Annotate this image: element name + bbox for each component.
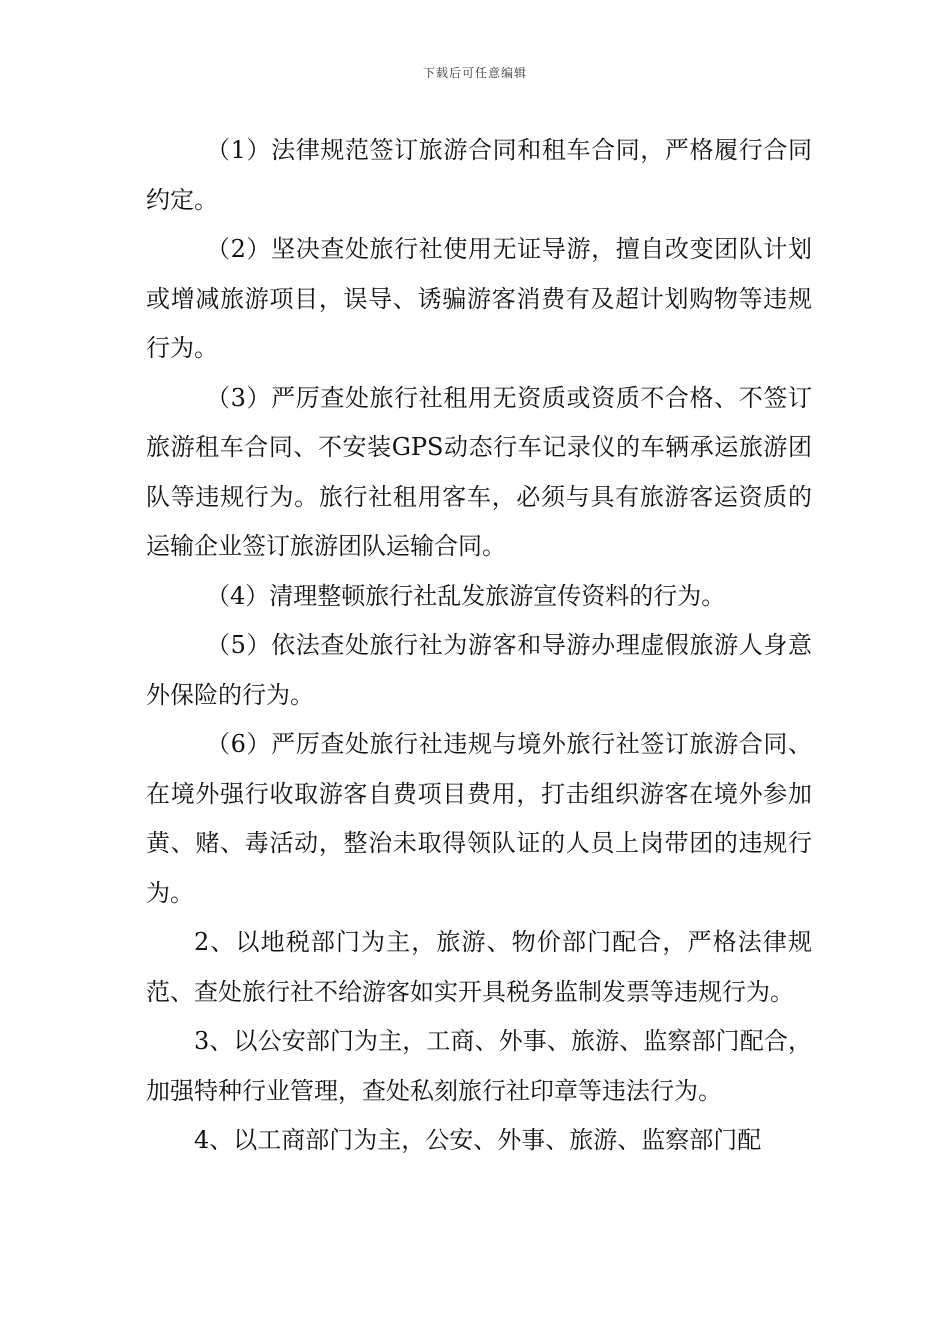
paragraph-item-6: （6）严厉查处旅行社违规与境外旅行社签订旅游合同、在境外强行收取游客自费项目费用，打击组织游客在境外参加黄、赌、毒活动，整治未取得领队证的人员上岗带团的违规行为。 [146,730,812,907]
page-header: 下载后可任意编辑 [422,66,527,80]
document-body [146,126,812,1166]
paragraph-item-4: （4）清理整顿旅行社乱发旅游宣传资料的行为。 [206,581,726,610]
paragraph-item-5: （5）依法查处旅行社为游客和导游办理虚假旅游人身意外保险的行为。 [146,631,812,709]
paragraph-item-1: （1）法律规范签订旅游合同和租车合同，严格履行合同约定。 [146,136,812,214]
paragraph-item-3: （3）严厉查处旅行社租用无资质或资质不合格、不签订旅游租车合同、不安装GPS动态行车记录仪的车辆承运旅游团队等违规行为。旅行社租用客车，必须与具有旅游客运资质的运输企业签订旅游团队运输合同。 [146,383,812,560]
paragraph-section-4: 4、以工商部门为主，公安、外事、旅游、监察部门配 [194,1126,762,1154]
paragraph-section-3: 3、以公安部门为主，工商、外事、旅游、监察部门配合，加强特种行业管理，查处私刻旅行社印章等违法行为。 [146,1027,812,1105]
paragraph-item-2: （2）坚决查处旅行社使用无证导游，擅自改变团队计划或增减旅游项目，误导、诱骗游客消费有及超计划购物等违规行为。 [146,235,812,362]
paragraph-section-2: 2、以地税部门为主，旅游、物价部门配合，严格法律规范、查处旅行社不给游客如实开具税务监制发票等违规行为。 [146,928,812,1006]
